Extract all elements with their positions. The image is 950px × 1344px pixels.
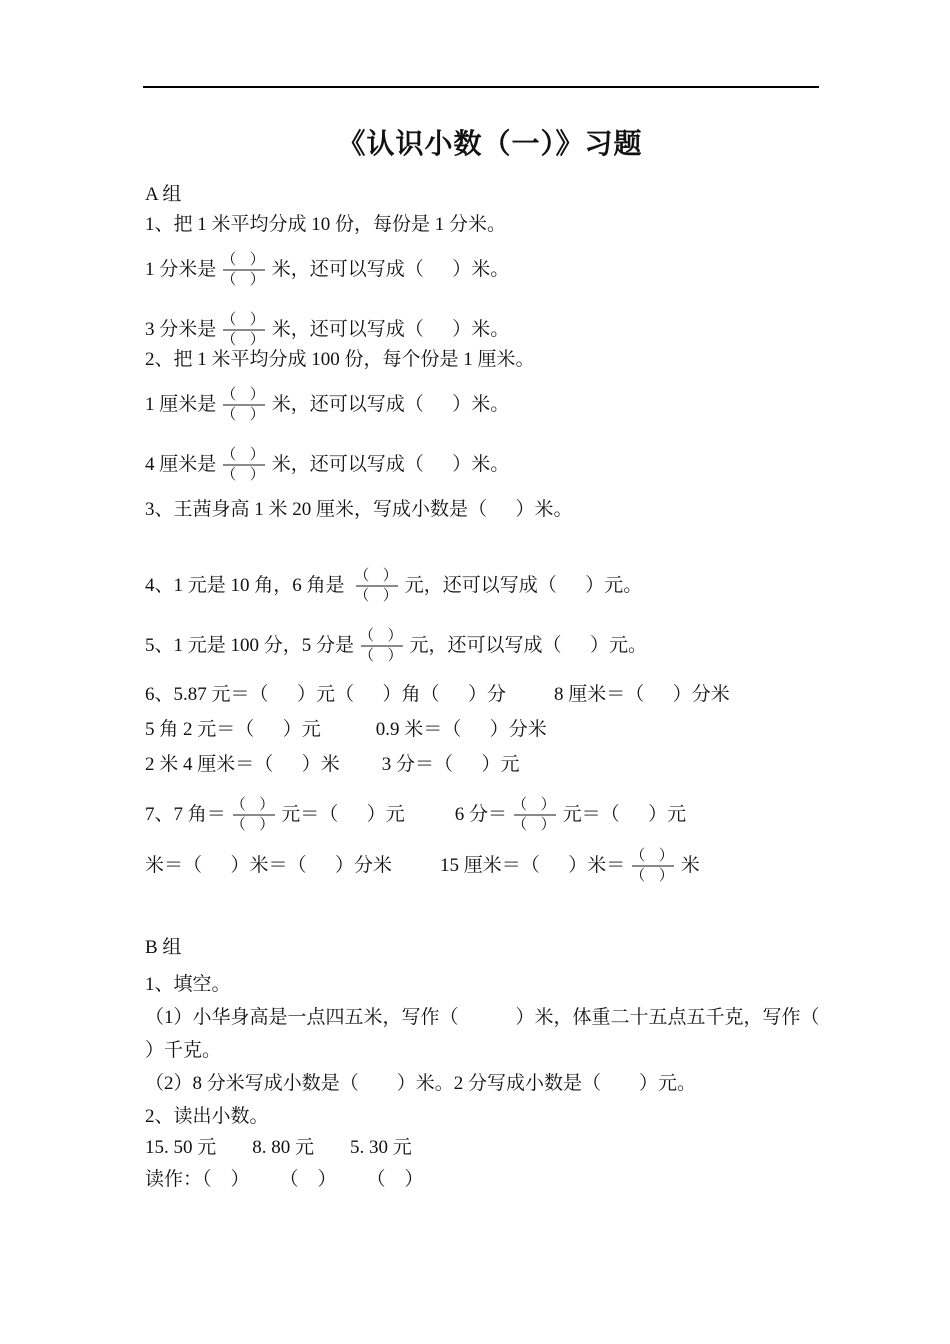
fraction-numerator: （ ）	[230, 797, 277, 813]
worksheet-line-10	[145, 628, 647, 664]
fraction-blank	[221, 252, 267, 288]
spacer	[506, 695, 554, 696]
text-run: 米，还可以写成（ ）米。	[271, 454, 510, 475]
worksheet-line-16	[145, 935, 181, 961]
text-run: 5、1 元是 100 分，5 分是	[145, 635, 355, 656]
text-run: 2、读出小数。	[145, 1106, 269, 1127]
worksheet-line-11	[145, 682, 730, 708]
text-run: 5 角 2 元＝（ ）元	[145, 719, 321, 740]
fraction-denominator: （ ）	[230, 817, 277, 833]
text-run: 3 分＝（ ）元	[381, 754, 520, 775]
fraction-blank	[221, 387, 267, 423]
fraction-bar	[356, 585, 398, 587]
worksheet-line-20	[145, 1071, 696, 1097]
text-run: 2 米 4 厘米＝（ ）米	[145, 754, 340, 775]
text-run: 7、7 角＝	[145, 804, 226, 825]
text-run: 1、填空。	[145, 974, 231, 995]
fraction-blank	[512, 797, 558, 833]
text-run: 元，还可以写成（ ）元。	[404, 575, 643, 596]
worksheet-line-13	[145, 752, 520, 778]
text-run: 元，还可以写成（ ）元。	[409, 635, 648, 656]
text-run: （1）小华身高是一点四五米，写作（ ）米，体重二十五点五千克，写作（	[145, 1007, 820, 1028]
text-run: A 组	[145, 184, 182, 205]
text-run: 15 厘米＝（ ）米＝	[440, 855, 626, 876]
text-run: 米，还可以写成（ ）米。	[271, 319, 510, 340]
worksheet-line-15	[145, 848, 700, 884]
spacer	[250, 1180, 280, 1181]
text-run: 元＝（ ）元	[281, 804, 405, 825]
text-run: 米＝（ ）米＝（ ）分米	[145, 855, 393, 876]
text-run: 6 分＝	[454, 804, 508, 825]
text-run: 4 厘米是	[145, 454, 217, 475]
text-run: 4、1 元是 10 角，6 角是	[145, 575, 350, 596]
fraction-blank	[221, 447, 267, 483]
fraction-denominator: （ ）	[512, 817, 558, 833]
fraction-bar	[361, 645, 403, 647]
worksheet-line-3	[145, 252, 509, 288]
fraction-denominator: （ ）	[221, 272, 267, 288]
worksheet-line-7	[145, 447, 509, 483]
text-run: 5. 30 元	[350, 1137, 412, 1158]
fraction-numerator: （ ）	[221, 447, 267, 463]
spacer	[392, 866, 440, 867]
worksheet-line-9	[145, 568, 642, 604]
text-run: ）千克。	[145, 1040, 222, 1061]
fraction-denominator: （ ）	[359, 648, 405, 664]
text-run: 读作：（ ）	[145, 1169, 250, 1190]
fraction-bar	[223, 329, 265, 331]
fraction-numerator: （ ）	[354, 568, 400, 584]
fraction-bar	[223, 464, 265, 466]
fraction-bar	[632, 865, 674, 867]
text-run: 6、5.87 元＝（ ）元（ ）角（ ）分	[145, 684, 507, 705]
spacer	[340, 765, 382, 766]
text-run: 1、把 1 米平均分成 10 份，每份是 1 分米。	[145, 214, 507, 235]
text-run: 1 厘米是	[145, 394, 217, 415]
text-run: 0.9 米＝（ ）分米	[375, 719, 547, 740]
worksheet-line-6	[145, 387, 509, 423]
fraction-numerator: （ ）	[221, 252, 267, 268]
fraction-bar	[233, 814, 275, 816]
fraction-bar	[223, 404, 265, 406]
fraction-numerator: （ ）	[512, 797, 558, 813]
fraction-denominator: （ ）	[221, 332, 267, 348]
worksheet-line-5	[145, 347, 535, 373]
fraction-denominator: （ ）	[630, 868, 676, 884]
text-run: （2）8 分米写成小数是（ ）米。2 分写成小数是（ ）元。	[145, 1073, 697, 1094]
worksheet-line-18	[145, 1005, 820, 1031]
fraction-bar	[223, 269, 265, 271]
spacer	[405, 815, 455, 816]
spacer	[321, 730, 376, 731]
text-run: 8. 80 元	[252, 1137, 315, 1158]
worksheet-line-21	[145, 1104, 269, 1130]
fraction-denominator: （ ）	[221, 467, 267, 483]
text-run: 15. 50 元	[145, 1137, 217, 1158]
fraction-blank	[354, 568, 400, 604]
text-run: 米，还可以写成（ ）米。	[271, 259, 510, 280]
worksheet-line-4	[145, 312, 509, 348]
worksheet-line-8	[145, 497, 573, 523]
fraction-numerator: （ ）	[630, 848, 676, 864]
worksheet-line-12	[145, 717, 547, 743]
fraction-numerator: （ ）	[221, 387, 267, 403]
text-run: 米，还可以写成（ ）米。	[271, 394, 510, 415]
worksheet-line-23	[145, 1167, 424, 1193]
text-run: B 组	[145, 937, 182, 958]
text-run: （ ）	[366, 1169, 424, 1190]
fraction-bar	[514, 814, 556, 816]
text-run: 元＝（ ）元	[562, 804, 687, 825]
fraction-denominator: （ ）	[354, 588, 400, 604]
text-run: （ ）	[279, 1169, 337, 1190]
text-run: 米	[680, 855, 700, 876]
worksheet-line-17	[145, 972, 231, 998]
fraction-blank	[221, 312, 267, 348]
text-run: 3 分米是	[145, 319, 217, 340]
spacer	[216, 1148, 252, 1149]
spacer	[337, 1180, 367, 1181]
worksheet-line-14	[145, 797, 686, 833]
text-run: 1 分米是	[145, 259, 217, 280]
text-run: 8 厘米＝（ ）分米	[554, 684, 730, 705]
worksheet-line-19	[145, 1038, 221, 1064]
fraction-numerator: （ ）	[359, 628, 405, 644]
spacer	[314, 1148, 350, 1149]
text-run: 2、把 1 米平均分成 100 份，每个份是 1 厘米。	[145, 349, 535, 370]
fraction-numerator: （ ）	[221, 312, 267, 328]
fraction-blank	[630, 848, 676, 884]
page-title: 《认识小数（一）》习题	[337, 129, 643, 160]
worksheet-line-2	[145, 212, 506, 238]
fraction-denominator: （ ）	[221, 407, 267, 423]
text-run: 3、王茜身高 1 米 20 厘米，写成小数是（ ）米。	[145, 499, 573, 520]
fraction-blank	[231, 797, 277, 833]
worksheet-line-1	[145, 182, 181, 208]
worksheet-line-22	[145, 1135, 412, 1161]
top-rule	[143, 86, 819, 88]
fraction-blank	[359, 628, 405, 664]
